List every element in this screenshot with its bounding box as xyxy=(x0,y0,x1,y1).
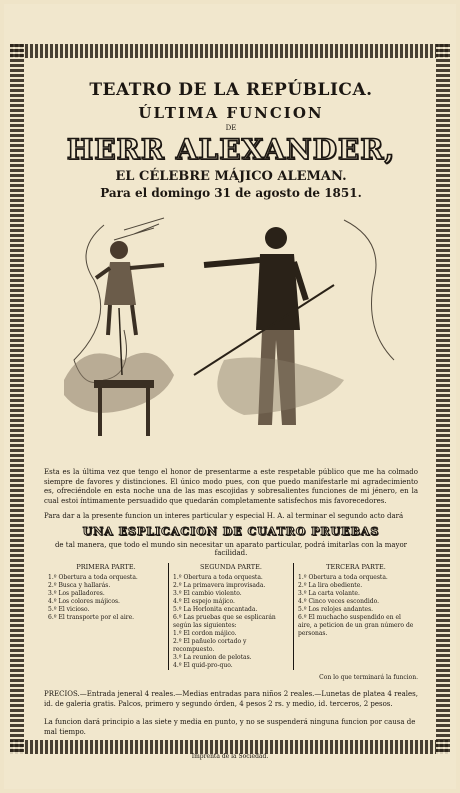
closing-note: Con lo que terminará la funcion. xyxy=(319,673,418,681)
program-item: 6.º El muchacho suspendido en el aire, a peticion de un gran número de personas. xyxy=(298,613,414,637)
part-title: TERCERA PARTE. xyxy=(326,562,386,571)
de-label: DE xyxy=(225,124,237,132)
theater-name: TEATRO DE LA REPÚBLICA. xyxy=(89,80,373,100)
printer-credit: Imprenta de la Sociedad. xyxy=(191,753,269,760)
ornamental-border-bottom xyxy=(10,740,450,754)
program-item: 3.º El cambio violento. xyxy=(173,589,242,597)
show-subtitle: ÚLTIMA FUNCION xyxy=(138,104,324,122)
poster-content xyxy=(44,62,418,742)
program-item: 5.º La Horlonita encantada. xyxy=(173,605,258,613)
ornamental-border-left xyxy=(10,44,24,754)
ornamental-border-top xyxy=(10,44,450,58)
explanation-heading: UNA ESPLICACION DE CUATRO PRUEBAS xyxy=(82,524,380,538)
program-item: 3.º La carta volante. xyxy=(298,589,360,597)
program-item: 1.º El cordon májico. xyxy=(173,629,237,637)
program-item: 2.º El pañuelo cortado y recompuesto. xyxy=(173,637,247,653)
show-date: Para el domingo 31 de agosto de 1851. xyxy=(100,186,362,200)
program-item: 5.º Los relojes andantes. xyxy=(298,605,374,613)
explanation-subline: de tal manera, que todo el mundo sin necesitar un aparato particular, podrá imitarlas con la mayor facilidad. xyxy=(54,540,408,557)
program-item: 3.º La reunion de pelotas. xyxy=(173,653,252,661)
program-item: 1.º Obertura a toda orquesta. xyxy=(298,573,388,581)
start-time-paragraph: La funcion dará principio a las siete y media en punto, y no se suspenderá ninguna funcion por causa de mal tiempo. xyxy=(44,717,416,736)
prices-paragraph: PRECIOS.—Entrada jeneral 4 reales.—Medias entradas para niños 2 reales.—Lunetas de platea 4 reales, id. de galeria gratis. Palcos, primero y segundo órden, 4 pesos 2 rs. y medio, id. terceros, 2 pesos. xyxy=(44,689,418,708)
intro-paragraph-2: Para dar a la presente funcion un interes particular y especial H. A. al terminar el segundo acto dará xyxy=(44,512,404,521)
program-item: 4.º Cinco veces escondido. xyxy=(298,597,380,605)
program-part-3 xyxy=(293,563,418,670)
program-part-1 xyxy=(44,563,168,670)
program-item: 2.º La primavera improvisada. xyxy=(173,581,266,589)
magician-engraving-illustration xyxy=(44,210,418,458)
program-parts xyxy=(44,563,418,670)
program-item: 4.º El quid-pro-quo. xyxy=(173,661,233,669)
program-item: 5.º El vicioso. xyxy=(48,605,90,613)
program-item: 3.º Los palladores. xyxy=(48,589,105,597)
program-item: 2.º La lira obediente. xyxy=(298,581,363,589)
program-item: 6.º El transporte por el aire. xyxy=(48,613,135,621)
part-title: SEGUNDA PARTE. xyxy=(200,562,262,571)
program-item: 6.º Las pruebas que se esplicarán según las siguientes: xyxy=(173,613,276,629)
program-item: 4.º El espejo májico. xyxy=(173,597,235,605)
ornamental-border-right xyxy=(436,44,450,754)
part-title: PRIMERA PARTE. xyxy=(76,562,136,571)
program-item: 2.º Busca y hallarás. xyxy=(48,581,111,589)
program-item: 1.º Obertura a toda orquesta. xyxy=(48,573,138,581)
program-part-2 xyxy=(168,563,293,670)
performer-name: HERR ALEXANDER, xyxy=(66,133,396,166)
intro-paragraph: Esta es la última vez que tengo el honor de presentarme a este respetable público que me ha colmado siempre de favores y distinciones. El único modo pues, con que puedo manifestarle mi agradecimiento es, ofreciéndole en esta noche una de las mas escojidas y sobresalientes funciones de mi jénero, en la cual estoi íntimamente persuadido que quedarán completamente satisfechos mis favorecedores. xyxy=(44,468,418,505)
program-item: 4.º Los colores májicos. xyxy=(48,597,120,605)
performer-description: EL CÉLEBRE MÁJICO ALEMAN. xyxy=(115,169,347,184)
program-item: 1.º Obertura a toda orquesta. xyxy=(173,573,263,581)
